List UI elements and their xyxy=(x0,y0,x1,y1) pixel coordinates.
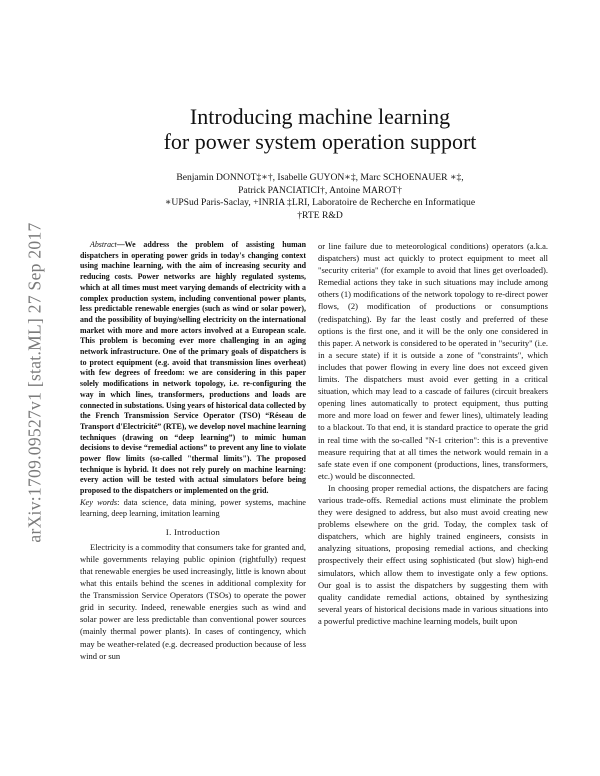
affiliation-line: †RTE R&D xyxy=(297,209,343,221)
author-line: Benjamin DONNOT‡∗†, Isabelle GUYON∗‡, Marc SCHOENAUER ∗‡, xyxy=(176,172,464,183)
title-line-2: for power system operation support xyxy=(163,129,477,154)
keywords-text: : data science, data mining, power systems, machine learning, deep learning, imitation learning xyxy=(80,497,306,518)
keywords-paragraph xyxy=(80,498,306,520)
keywords-label: Key words xyxy=(80,497,118,507)
left-column xyxy=(80,240,306,662)
title-block xyxy=(80,104,560,222)
body-paragraph: In choosing proper remedial actions, the dispatchers are facing various trade-offs. Remedial actions must eliminate the problem they were designed to address, but also must avoid creating new problems elsewhere on the grid. Today, the complex task of dispatchers, which are highly trained engineers, consists in analyzing situations, proposing remedial actions, and checking prospectively their effect using sophisticated (but slow) high-end simulators, which allow them to investigate only a few options. Our goal is to assist the dispatchers by suggesting them with quality candidate remedial actions, obtained by synthesizing several years of historical decisions made in various situations into a powerful predictive machine learning models, built upon xyxy=(318,482,548,626)
right-column xyxy=(318,240,548,627)
affiliation-line: ∗UPSud Paris-Saclay, +INRIA ‡LRI, Laboratoire de Recherche en Informatique xyxy=(164,197,476,208)
abstract-label: Abstract xyxy=(90,240,117,249)
intro-paragraph: Electricity is a commodity that consumers take for granted and, while governments relaying public opinion (rightfully) request that renewable energies be used increasingly, little is known about what this entails behind the scenes in additional complexity for the Transmission Service Operators (TSOs) to operate the power grid in security. Indeed, renewable energies such as wind and solar power are less predictable than conventional power sources (mainly thermal power plants). In cases of contingency, which may be weather-related (e.g. decreased production because of less wind or sun xyxy=(80,541,306,661)
paper-title xyxy=(80,104,560,154)
title-line-1: Introducing machine learning xyxy=(189,104,451,129)
section-heading: I. Introduction xyxy=(165,526,221,537)
arxiv-identifier-text: arXiv:1709.09527v1 [stat.ML] 27 Sep 2017 xyxy=(24,221,45,543)
author-block xyxy=(80,172,560,222)
arxiv-identifier-stamp xyxy=(20,212,50,552)
author-line: Patrick PANCIATICI†, Antoine MAROT† xyxy=(238,184,402,196)
abstract-text: —We address the problem of assisting human dispatchers in operating power grids in today's changing context using machine learning, with the aim of increasing security and reducing costs. Power networks are highly regulated systems, which at all times must meet varying demands of electricity with a complex production system, including conventional power plants, less predictable renewable energies (such as wind or solar power), and the possibility of buying/selling electricity on the international market with more and more actors involved at a European scale. This problem is becoming ever more challenging in an aging network infrastructure. One of the primary goals of dispatchers is to protect equipment (e.g. avoid that transmission lines overheat) with few degrees of freedom: we are considering in this paper solely modifications in network topology, i.e. re-configuring the way in which lines, transformers, productions and loads are connected in substations. Using years of historical data collected by the French Transmission Service Operator (TSO) “Réseau de Transport d'Electricité” (RTE), we develop novel machine learning techniques (drawing on “deep learning”) to mimic human decisions to devise “remedial actions” to prevent any line to violate power flow limits (so-called "thermal limits"). The proposed technique is hybrid. It does not rely purely on machine learning: every action will be tested with actual simulators before being proposed to the dispatchers or implemented on the grid. xyxy=(80,240,306,496)
body-paragraph: or line failure due to meteorological conditions) operators (a.k.a. dispatchers) must act quickly to protect equipment to meet all "security criteria" (for example to avoid that lines get overloaded). Remedial actions they take in such situations may include among others (1) modifications of the network topology to re-direct power flows, (2) modification of productions or consumptions (redispatching). By far the least costly and preferred of these options is the first one, and it will be the only one considered in this paper. A network is considered to be operated in "security" (i.e. in a secure state) if it is outside a zone of "constraints", which includes that power flowing in every line does not exceed given limits. The dispatchers must avoid ever getting in a critical situation, which may lead to a cascade of failures (circuit breakers opening lines automatically to protect equipment, thus putting more and more load on fewer and fewer lines), ultimately leading to a blackout. To that end, it is standard practice to operate the grid in real time with the so-called "N-1 criterion": this is a preventive measure requiring that at all times the network would remain in a safe state even if one component (productions, lines, transformers, etc.) would be disconnected. xyxy=(318,241,548,481)
abstract-paragraph xyxy=(80,240,306,497)
